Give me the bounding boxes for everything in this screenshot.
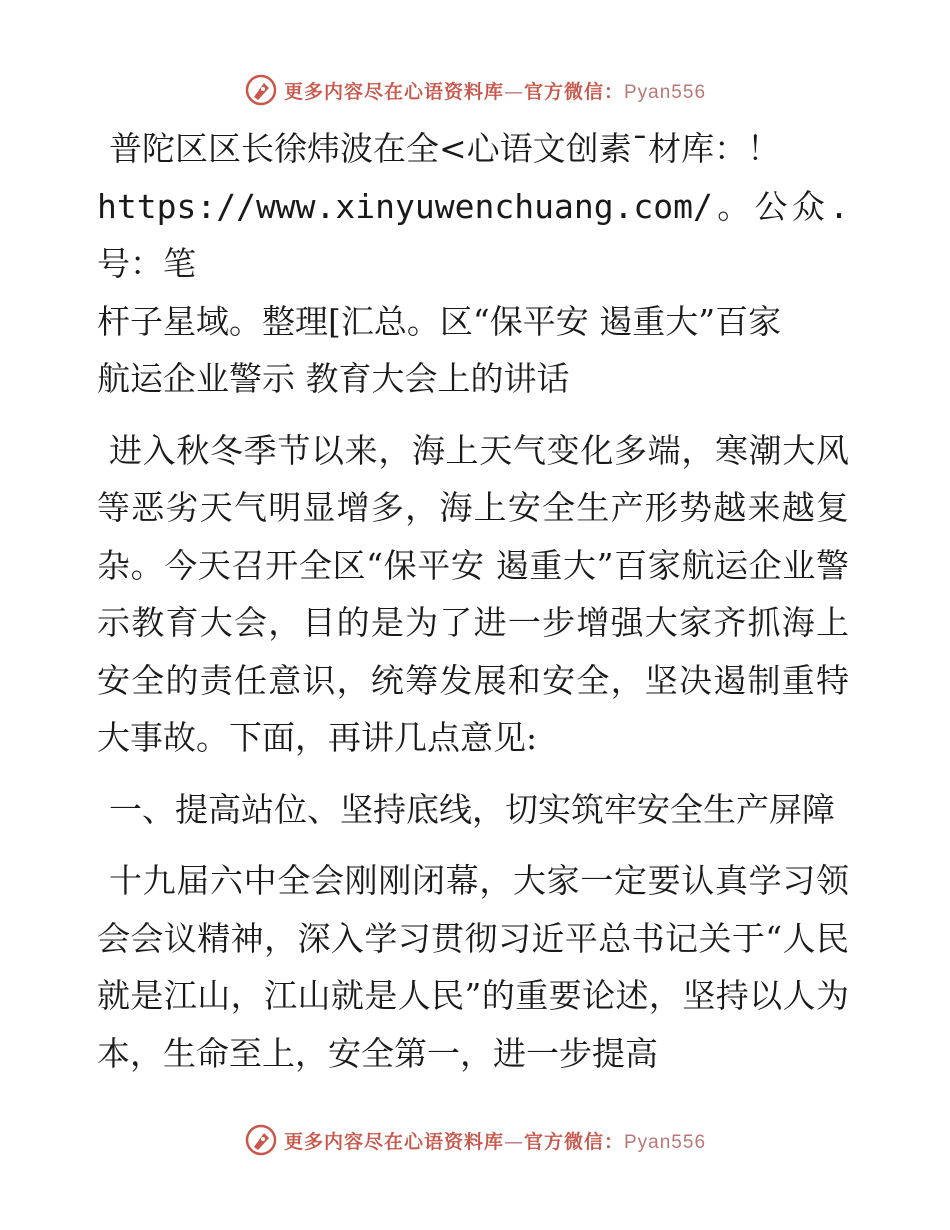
watermark-official-label: 官方微信： xyxy=(523,80,624,103)
watermark-site-name: 更多内容尽在心语资料库 xyxy=(283,80,504,103)
document-title xyxy=(97,120,849,408)
pen-nib-logo-icon xyxy=(244,73,278,107)
watermark-dash: — xyxy=(503,80,524,103)
title-line-2: https://www.xinyuwenchuang.com/。公众.号：笔 xyxy=(97,186,849,283)
pen-nib-logo-icon xyxy=(244,1123,278,1157)
title-line-1: 普陀区区长徐炜波在全<心语文创素¯材库：！ xyxy=(109,129,781,168)
section-heading-1: 一、提高站位、坚持底线，切实筑牢安全生产屏障 xyxy=(109,789,835,829)
paragraph-intro: 进入秋冬季节以来，海上天气变化多端，寒潮大风等恶劣天气明显增多，海上安全生产形势越来越复杂。今天召开全区“保平安 遏重大”百家航运企业警示教育大会，目的是为了进一步增强大家齐抓海上安全的责任意识，统筹发展和安全，坚决遏制重特大事故。下面，再讲几点意见: xyxy=(97,430,849,757)
paragraph-section-1: 十九届六中全会刚刚闭幕，大家一定要认真学习领会会议精神，深入学习贯彻习近平总书记关于“人民就是江山，江山就是人民”的重要论述，坚持以人为本，生命至上，安全第一，进一步提高 xyxy=(97,861,849,1073)
watermark-official-label: 官方微信： xyxy=(523,1130,624,1153)
title-line-4: 航运企业警示 教育大会上的讲话 xyxy=(97,359,570,398)
watermark-dash: — xyxy=(503,1130,524,1153)
title-line-3: 杆子星域。整理[汇总。区“保平安 遏重大”百家 xyxy=(97,301,782,341)
document-body xyxy=(97,120,849,1096)
watermark-account: Pyan556 xyxy=(624,81,707,103)
watermark-header xyxy=(0,70,950,110)
watermark-footer xyxy=(0,1120,950,1160)
watermark-account: Pyan556 xyxy=(624,1131,707,1153)
watermark-site-name: 更多内容尽在心语资料库 xyxy=(283,1130,504,1153)
